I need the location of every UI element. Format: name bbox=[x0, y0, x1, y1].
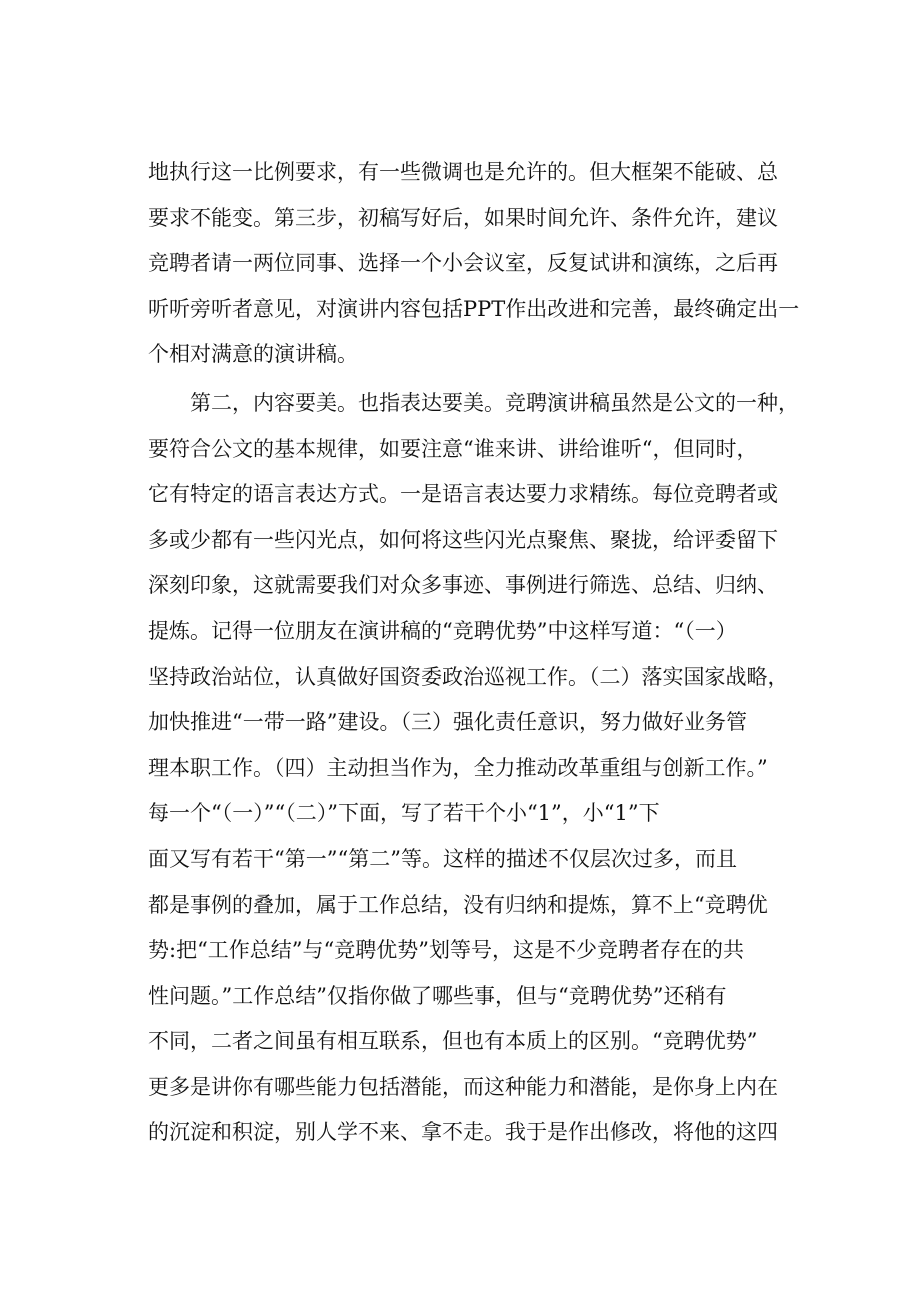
text-line: 面又写有若干“第一”“第二”等。这样的描述不仅层次过多，而且 bbox=[148, 846, 737, 871]
text-line: 理本职工作。（四）主动担当作为，全力推动改革重组与创新工作。” bbox=[148, 755, 768, 780]
text-line: 多或少都有一些闪光点，如何将这些闪光点聚焦、聚拢，给评委留下 bbox=[148, 527, 778, 552]
text-line: 竞聘者请一两位同事、选择一个小会议室，反复试讲和演练，之后再 bbox=[148, 251, 778, 276]
text-line-first: 第二，内容要美。也指表达要美。竞聘演讲稿虽然是公文的一种， bbox=[190, 390, 799, 415]
text-line: 势:把“工作总结”与“竞聘优势”划等号，这是不少竞聘者存在的共 bbox=[148, 938, 745, 963]
text-line: 要求不能变。第三步，初稿写好后，如果时间允许、条件允许，建议 bbox=[148, 205, 778, 230]
text-line: 都是事例的叠加，属于工作总结，没有归纳和提炼，算不上“竞聘优 bbox=[148, 892, 768, 917]
text-line: 加快推进“一带一路”建设。（三）强化责任意识，努力做好业务管 bbox=[148, 710, 747, 735]
paragraph-2 bbox=[148, 381, 808, 1156]
text-line: 提炼。记得一位朋友在演讲稿的“竞聘优势”中这样写道：“（一） bbox=[148, 618, 737, 643]
text-line: 深刻印象，这就需要我们对众多事迹、事例进行筛选、总结、归纳、 bbox=[148, 573, 778, 598]
text-line: 要符合公文的基本规律，如要注意“谁来讲、讲给谁听“，但同时， bbox=[148, 436, 758, 461]
text-line: 听听旁听者意见，对演讲内容包括PPT作出改进和完善，最终确定出一 bbox=[148, 296, 800, 321]
text-line: 个相对满意的演讲稿。 bbox=[148, 342, 358, 367]
paragraph-1 bbox=[148, 150, 808, 378]
text-line: 性问题。”工作总结”仅指你做了哪些事，但与“竞聘优势”还稍有 bbox=[148, 983, 727, 1008]
text-line: 的沉淀和积淀，别人学不来、拿不走。我于是作出修改，将他的这四 bbox=[148, 1120, 778, 1145]
text-line: 更多是讲你有哪些能力包括潜能，而这种能力和潜能，是你身上内在 bbox=[148, 1074, 778, 1099]
text-line: 地执行这一比例要求，有一些微调也是允许的。但大框架不能破、总 bbox=[148, 160, 778, 184]
document-body bbox=[148, 150, 808, 1156]
text-line: 它有特定的语言表达方式。一是语言表达要力求精练。每位竞聘者或 bbox=[148, 482, 778, 507]
text-line: 坚持政治站位，认真做好国资委政治巡视工作。（二）落实国家战略， bbox=[148, 664, 789, 689]
text-line: 不同，二者之间虽有相互联系，但也有本质上的区别。“竞聘优势” bbox=[148, 1029, 758, 1054]
text-line: 每一个“（一）”“（二）”下面，写了若干个小“1”，小“1”下 bbox=[148, 801, 660, 826]
